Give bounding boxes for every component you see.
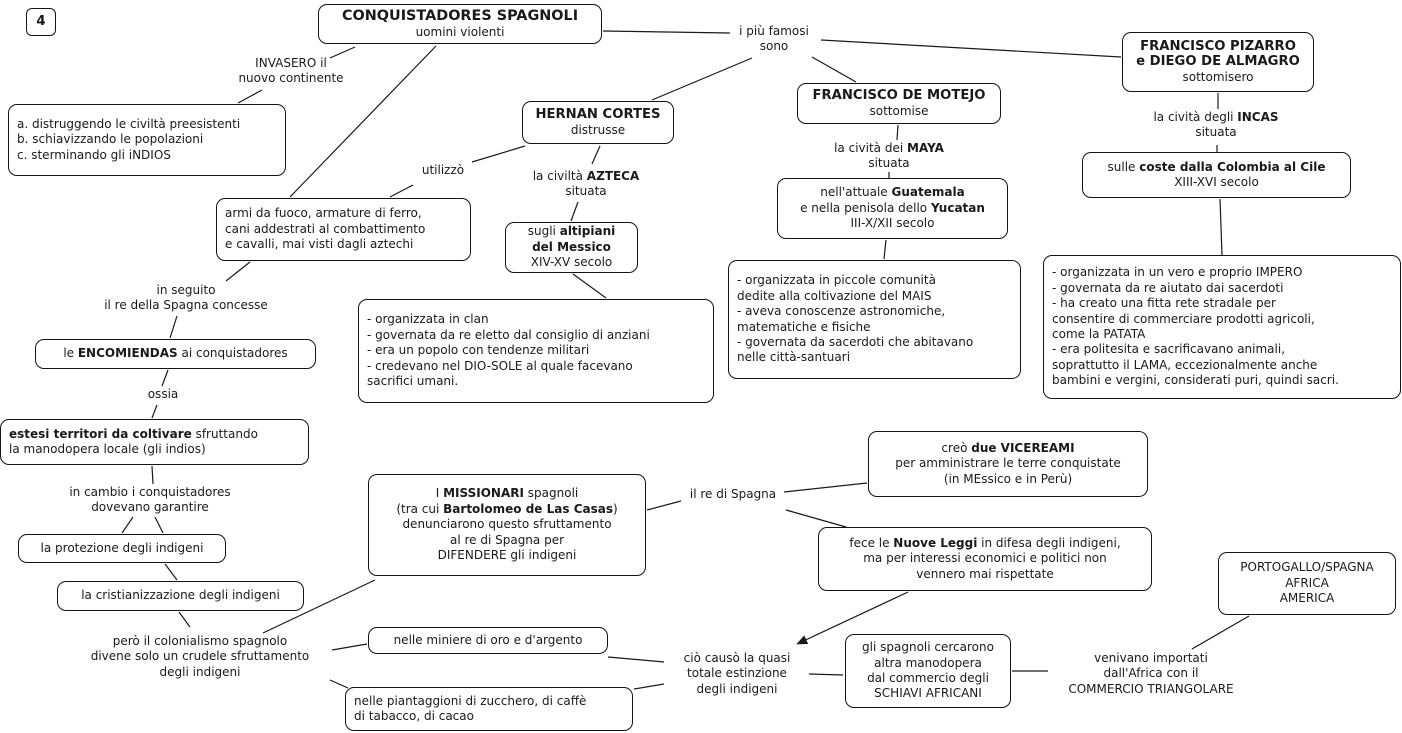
node-inca-details: - organizzata in un vero e proprio IMPERO - governata da re aiutato dai sacerdoti - ha creato una fitta rete stradale per consentire di commerciare prodotti agricoli, come la PATATA - era politesita e sacrificavano animali, soprattutto il LAMA, eccezionalmente anche bambini e vergini, considerati puri, quindi sacri. xyxy=(1043,255,1401,399)
edge-inseguito-encomiendas xyxy=(170,316,177,338)
node-hernan-cortes: HERNAN CORTES distrusse xyxy=(522,101,674,144)
label-cio-causo: ciò causò la quasi totale estinzione degli indigeni xyxy=(683,651,791,696)
node-estesi-territori: estesi territori da coltivare sfruttando la manodopera locale (gli indios) xyxy=(0,419,309,465)
node-guatemala-yucatan: nell'attuale Guatemala e nella penisola dello Yucatan III-X/XII secolo xyxy=(777,178,1008,239)
edge-famosi-motejo xyxy=(812,57,856,82)
edge-ossia-estesi xyxy=(152,405,157,418)
edge-azteca-altipiani xyxy=(571,202,578,221)
edge-motejo-maya xyxy=(897,125,898,140)
label-in-seguito: in seguito il re della Spagna concesse xyxy=(104,283,268,313)
edge-hernan-utilizzo xyxy=(472,146,525,162)
node-conquistadores: CONQUISTADORES SPAGNOLI uomini violenti xyxy=(318,4,602,44)
label-in-cambio: in cambio i conquistadores dovevano garantire xyxy=(69,485,231,515)
node-francisco-de-motejo: FRANCISCO DE MOTEJO sottomise xyxy=(797,83,1001,124)
edge-hernan-azteca xyxy=(592,146,600,164)
edge-guatemala-maya-details xyxy=(884,240,886,259)
edge-portogallo-venivano xyxy=(1192,616,1249,649)
node-pizarro-almagro: FRANCISCO PIZARRO e DIEGO DE ALMAGRO sottomisero xyxy=(1122,32,1314,92)
edge-re-spagna-vicereami xyxy=(784,483,867,492)
label-civita-incas: la cività degli INCAS situata xyxy=(1153,110,1279,140)
node-encomiendas: le ENCOMIENDAS ai conquistadores xyxy=(35,339,316,369)
edge-famosi-hernan xyxy=(652,58,752,100)
label-invasero: INVASERO il nuovo continente xyxy=(238,56,344,86)
edge-miniere-cio-causo xyxy=(608,657,664,662)
edge-protezione-cristianizzazione xyxy=(165,564,177,580)
page-number-badge: 4 xyxy=(26,8,56,36)
node-schiavi-africani: gli spagnoli cercarono altra manodopera dal commercio degli SCHIAVI AFRICANI xyxy=(845,634,1011,708)
node-missionari: I MISSIONARI spagnoli (tra cui Bartolomeo de Las Casas) denunciarono questo sfruttamento al re di Spagna per DIFENDERE gli indigeni xyxy=(368,474,646,576)
node-coste-colombia-cile: sulle coste dalla Colombia al Cile XIII-XVI secolo xyxy=(1082,152,1351,198)
edge-altipiani-aztec-details xyxy=(573,274,606,298)
node-invasion-methods: a. distruggendo le civiltà preesistenti b. schiavizzando le popolazioni c. sterminando gli iNDIOS xyxy=(8,104,286,176)
node-miniere: nelle miniere di oro e d'argento xyxy=(368,627,608,654)
edge-encomiendas-ossia xyxy=(162,370,168,386)
edge-famosi-pizarro xyxy=(821,40,1121,57)
node-commercio-triangolare-paesi: PORTOGALLO/SPAGNA AFRICA AMERICA xyxy=(1218,552,1396,615)
node-vicereami: creò due VICEREAMI per amministrare le terre conquistate (in MEssico e in Perù) xyxy=(868,431,1148,497)
edge-piantaggioni-cio-causo xyxy=(634,684,664,689)
node-cristianizzazione-indigeni: la cristianizzazione degli indigeni xyxy=(57,581,304,611)
label-i-piu-famosi: i più famosi sono xyxy=(739,24,809,54)
node-piantaggioni: nelle piantaggioni di zucchero, di caffè di tabacco, di cacao xyxy=(345,687,633,731)
edge-conquistadores-famosi xyxy=(603,31,730,33)
label-civilta-azteca: la civiltà AZTECA situata xyxy=(532,169,640,199)
label-civita-maya: la cività dei MAYA situata xyxy=(834,141,944,171)
node-armi-da-fuoco: armi da fuoco, armature di ferro, cani addestrati al combattimento e cavalli, mai visti dagli aztechi xyxy=(216,198,471,261)
node-protezione-indigeni: la protezione degli indigeni xyxy=(18,534,226,563)
label-pero-colonialismo: però il colonialismo spagnolo divene solo un crudele sfruttamento degli indigeni xyxy=(90,634,310,679)
edge-cio-causo-schiavi xyxy=(809,674,843,675)
edge-incambio-protezione-b xyxy=(155,517,163,533)
edge-pero-piantaggioni xyxy=(330,680,348,688)
edge-armi-inseguito xyxy=(226,262,250,281)
edge-estesi-incambio xyxy=(152,466,153,484)
node-aztec-details: - organizzata in clan - governata da re eletto dal consiglio di anziani - era un popolo con tendenze militari - credevano nel DIO-SOLE al quale facevano sacrifici umani. xyxy=(358,299,714,403)
edge-coste-inca-details xyxy=(1220,199,1222,255)
label-commercio-triangolare: venivano importati dall'Africa con il COMMERCIO TRIANGOLARE xyxy=(1068,651,1234,696)
node-maya-details: - organizzata in piccole comunità dedite alla coltivazione del MAIS - aveva conoscenze astronomiche, matematiche e fisiche - governata da sacerdoti che abitavano nelle città-santuari xyxy=(728,260,1021,379)
edge-utilizzo-armi xyxy=(390,185,413,197)
edge-missionari-re-spagna xyxy=(647,501,681,510)
label-utilizzo: utilizzò xyxy=(421,163,465,177)
edge-invasero-abc xyxy=(238,90,262,103)
edge-re-spagna-nuove-leggi xyxy=(786,510,846,527)
node-altipiani-messico: sugli altipiani del Messico XIV-XV secolo xyxy=(505,222,638,273)
label-ossia: ossia xyxy=(147,387,179,401)
edge-incambio-protezione-a xyxy=(122,517,133,533)
label-re-di-spagna: il re di Spagna xyxy=(689,487,777,501)
edge-cristianizzazione-pero xyxy=(179,612,190,627)
node-nuove-leggi: fece le Nuove Leggi in difesa degli indigeni, ma per interessi economici e politici non vennero mai rispettate xyxy=(818,527,1152,591)
